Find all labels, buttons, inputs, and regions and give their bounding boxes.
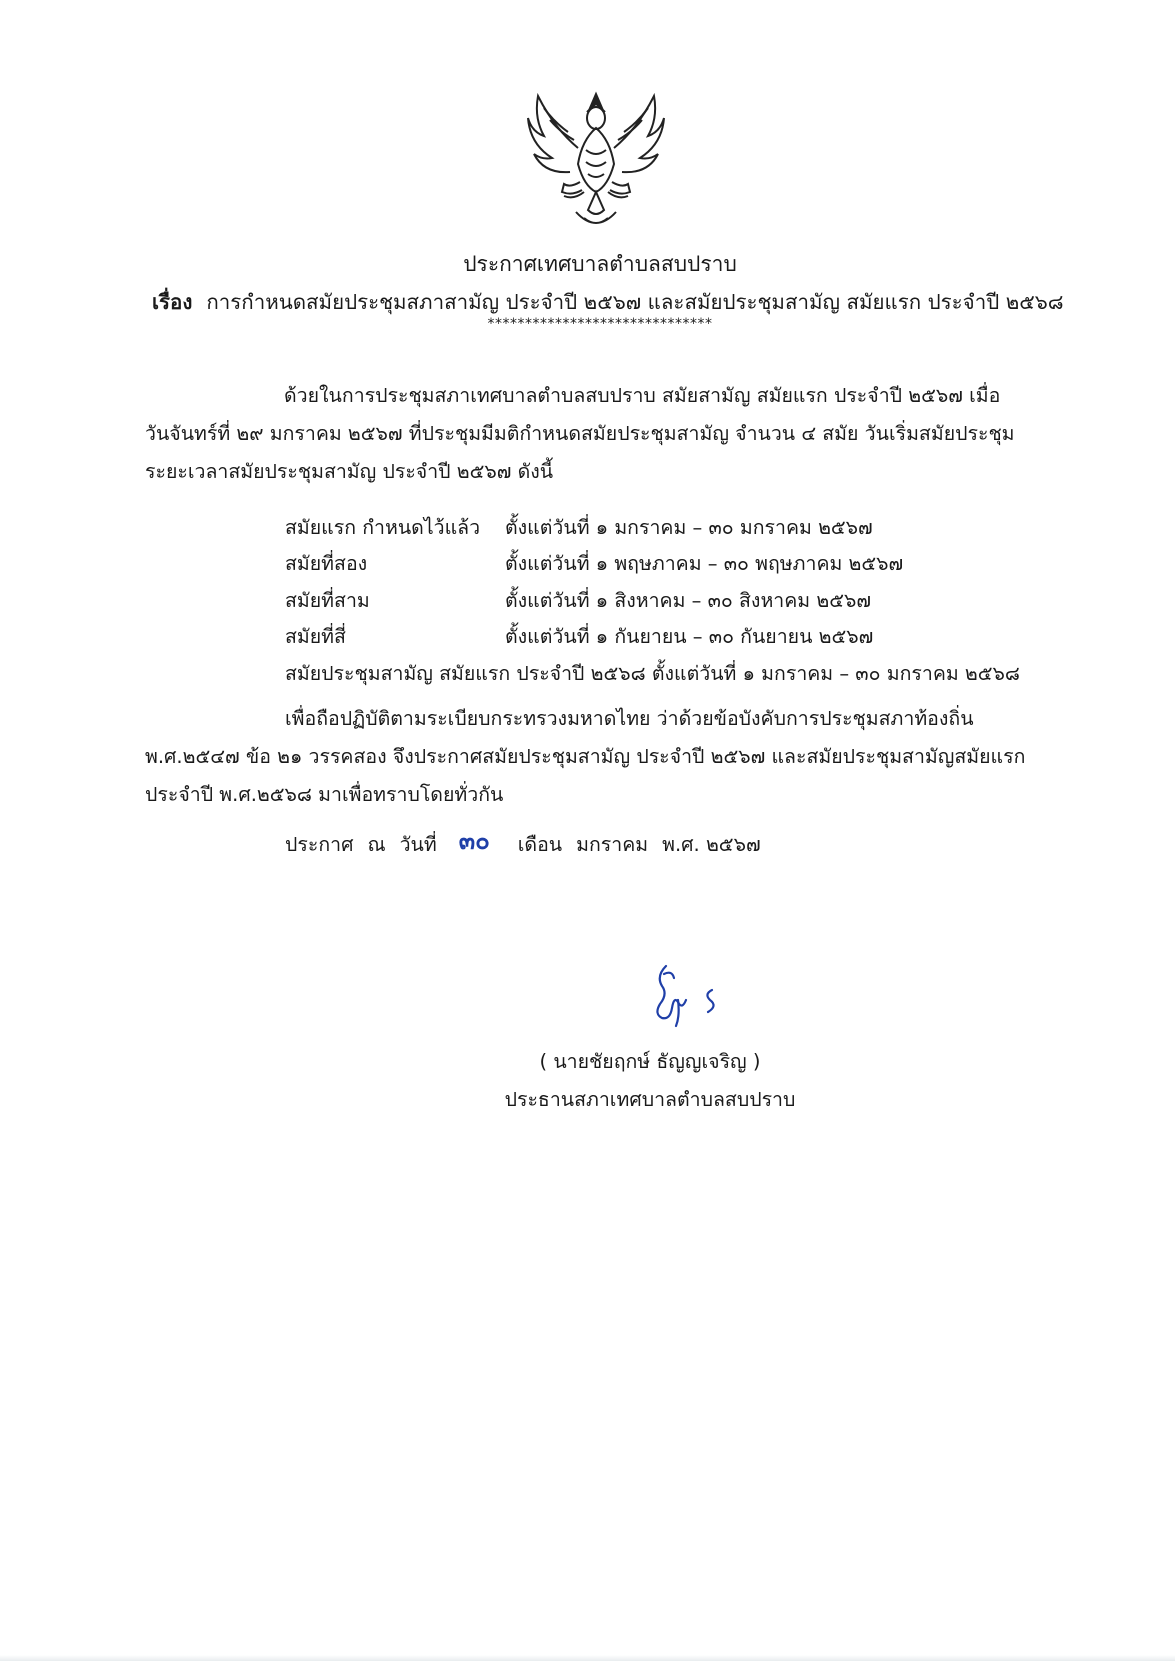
scan-edge [0, 1655, 1175, 1661]
handwritten-day: ๓๐ [458, 826, 490, 855]
announce-year: พ.ศ. ๒๕๖๗ [662, 833, 761, 856]
term-name-4: สมัยที่สี่ [285, 625, 346, 648]
term-range-4: ตั้งแต่วันที่ ๑ กันยายน – ๓๐ กันยายน ๒๕๖๗ [505, 625, 874, 648]
garuda-emblem [524, 88, 668, 236]
term-name-2: สมัยที่สอง [285, 552, 368, 575]
announce-prefix: ประกาศ [285, 833, 354, 856]
term-range-2: ตั้งแต่วันที่ ๑ พฤษภาคม – ๓๐ พฤษภาคม ๒๕๖๗ [505, 552, 904, 575]
next-session-line: สมัยประชุมสามัญ สมัยแรก ประจำปี ๒๕๖๘ ตั้งแต่วันที่ ๑ มกราคม – ๓๐ มกราคม ๒๕๖๘ [285, 662, 1020, 685]
paragraph1-line3: ระยะเวลาสมัยประชุมสามัญ ประจำปี ๒๕๖๗ ดังนี้ [145, 460, 554, 483]
paragraph2-line3: ประจำปี พ.ศ.๒๕๖๘ มาเพื่อทราบโดยทั่วกัน [145, 783, 504, 806]
term-range-1: ตั้งแต่วันที่ ๑ มกราคม – ๓๐ มกราคม ๒๕๖๗ [505, 516, 873, 539]
announcement-date-line [285, 823, 761, 862]
paragraph1-line2: วันจันทร์ที่ ๒๙ มกราคม ๒๕๖๗ ที่ประชุมมีมติกำหนดสมัยประชุมสามัญ จำนวน ๔ สมัย วันเริ่มสมัยประชุม [145, 422, 1015, 445]
paragraph1-line1: ด้วยในการประชุมสภาเทศบาลตำบลสบปราบ สมัยสามัญ สมัยแรก ประจำปี ๒๕๖๗ เมื่อ [284, 384, 1001, 407]
paragraph2-line2: พ.ศ.๒๕๔๗ ข้อ ๒๑ วรรคสอง จึงประกาศสมัยประชุมสามัญ ประจำปี ๒๕๖๗ และสมัยประชุมสามัญสมัยแรก [145, 745, 1026, 768]
separator-line: ****************************** [487, 316, 713, 332]
subject-label: เรื่อง [152, 290, 193, 314]
term-name-3: สมัยที่สาม [285, 589, 370, 612]
signer-name: ( นายชัยฤกษ์ ธัญญเจริญ ) [539, 1050, 761, 1073]
term-range-3: ตั้งแต่วันที่ ๑ สิงหาคม – ๓๐ สิงหาคม ๒๕๖๗ [505, 589, 872, 612]
announce-month: มกราคม [576, 833, 649, 856]
subject-line [152, 286, 1064, 319]
handwritten-signature [648, 960, 738, 1028]
subject-text: การกำหนดสมัยประชุมสภาสามัญ ประจำปี ๒๕๖๗ และสมัยประชุมสามัญ สมัยแรก ประจำปี ๒๕๖๘ [206, 290, 1064, 314]
announce-month-label: เดือน [517, 833, 563, 856]
paragraph2-line1: เพื่อถือปฏิบัติตามระเบียบกระทรวงมหาดไทย ว่าด้วยข้อบังคับการประชุมสภาท้องถิ่น [285, 707, 974, 730]
announce-day-label: วันที่ [399, 833, 437, 856]
document-title: ประกาศเทศบาลตำบลสบปราบ [463, 252, 737, 276]
term-name-1: สมัยแรก กำหนดไว้แล้ว [285, 516, 481, 539]
signer-title: ประธานสภาเทศบาลตำบลสบปราบ [504, 1088, 796, 1111]
announce-on: ณ [367, 833, 386, 856]
